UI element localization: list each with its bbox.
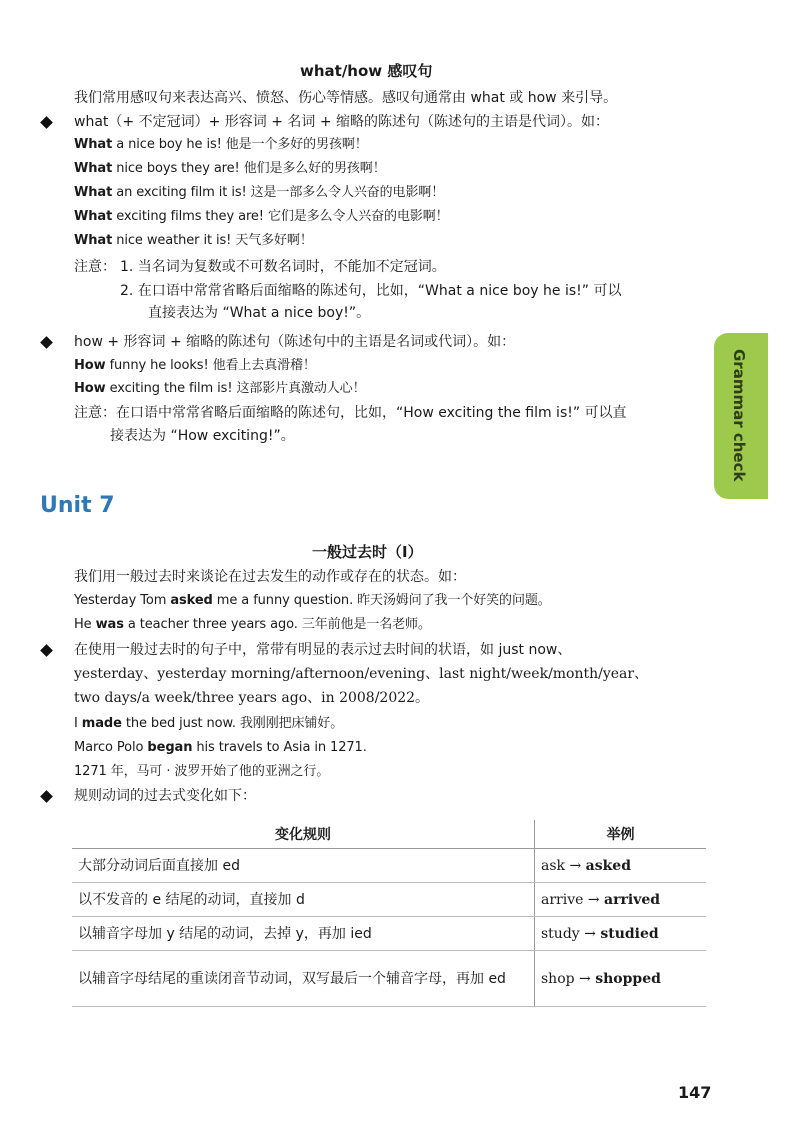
table-cell-example: shop → shopped <box>535 951 707 1007</box>
bullet-diamond-icon <box>40 116 53 129</box>
table-row <box>72 917 706 951</box>
bullet-diamond-icon <box>40 790 53 803</box>
table-cell-rule: 以辅音字母结尾的重读闭音节动词，双写最后一个辅音字母，再加 ed <box>72 951 535 1007</box>
example-line: Marco Polo began his travels to Asia in 1271. <box>74 740 367 755</box>
section-title-exclamation: what/how 感叹句 <box>300 62 433 80</box>
table-cell-example: ask → asked <box>535 849 707 883</box>
section-title-past-tense: 一般过去时（I） <box>312 543 423 561</box>
example-line-translation: 1271 年，马可 · 波罗开始了他的亚洲之行。 <box>74 764 330 779</box>
past-tense-intro: 我们用一般过去时来谈论在过去发生的动作或存在的状态。如： <box>74 569 466 585</box>
grammar-check-tab-label: Grammar check <box>730 348 748 482</box>
time-adverbial-rule: 在使用一般过去时的句子中，常带有明显的表示过去时间的状语，如 just now、 <box>74 642 572 658</box>
table-header-rule: 变化规则 <box>72 820 535 849</box>
note-1: 1. 当名词为复数或不可数名词时，不能加不定冠词。 <box>120 259 446 275</box>
table-header-row <box>72 820 706 849</box>
example-line: He was a teacher three years ago. 三年前他是一名老师。 <box>74 617 431 632</box>
note-3-cont: 接表达为 “How exciting!”。 <box>110 428 295 444</box>
table-header-example: 举例 <box>535 820 707 849</box>
regular-verb-table <box>72 820 706 1007</box>
example-line: What nice weather it is! 天气多好啊！ <box>74 233 313 248</box>
unit-title: Unit 7 <box>40 493 115 518</box>
example-line: What a nice boy he is! 他是一个多好的男孩啊！ <box>74 137 368 152</box>
note-2-cont: 直接表达为 “What a nice boy!”。 <box>148 305 371 321</box>
table-cell-example: arrive → arrived <box>535 883 707 917</box>
table-cell-rule: 以辅音字母加 y 结尾的动词，去掉 y，再加 ied <box>72 917 535 951</box>
table-cell-rule: 以不发音的 e 结尾的动词，直接加 d <box>72 883 535 917</box>
example-line: How funny he looks! 他看上去真滑稽！ <box>74 358 316 373</box>
table-row <box>72 849 706 883</box>
note-label: 注意： <box>74 259 116 275</box>
time-adverbial-list-cont: two days/a week/three years ago、in 2008/2022。 <box>74 690 430 706</box>
bullet-diamond-icon <box>40 336 53 349</box>
note-3: 注意：在口语中常常省略后面缩略的陈述句，比如，“How exciting the film is!” 可以直 <box>74 405 627 421</box>
example-line: What an exciting film it is! 这是一部多么令人兴奋的电影啊！ <box>74 185 445 200</box>
example-line: What exciting films they are! 它们是多么令人兴奋的电影啊！ <box>74 209 449 224</box>
intro-text: 我们常用感叹句来表达高兴、愤怒、伤心等情感。感叹句通常由 what 或 how 来引导。 <box>74 90 618 106</box>
bullet-diamond-icon <box>40 644 53 657</box>
table-row <box>72 951 706 1007</box>
example-line: What nice boys they are! 他们是多么好的男孩啊！ <box>74 161 386 176</box>
bullet-how-rule: how + 形容词 + 缩略的陈述句（陈述句中的主语是名词或代词）。如： <box>74 334 516 350</box>
note-2: 2. 在口语中常常省略后面缩略的陈述句，比如，“What a nice boy he is!” 可以 <box>120 283 622 299</box>
page-number: 147 <box>678 1083 712 1102</box>
bullet-what-rule: what（+ 不定冠词）+ 形容词 + 名词 + 缩略的陈述句（陈述句的主语是代词）。如： <box>74 114 610 130</box>
regular-verb-rule: 规则动词的过去式变化如下： <box>74 788 256 804</box>
table-row <box>72 883 706 917</box>
example-line: I made the bed just now. 我刚刚把床铺好。 <box>74 716 344 731</box>
example-line: Yesterday Tom asked me a funny question. 昨天汤姆问了我一个好笑的问题。 <box>74 593 551 608</box>
example-line: How exciting the film is! 这部影片真激动人心！ <box>74 381 366 396</box>
table-cell-rule: 大部分动词后面直接加 ed <box>72 849 535 883</box>
table-cell-example: study → studied <box>535 917 707 951</box>
time-adverbial-list: yesterday、yesterday morning/afternoon/evening、last night/week/month/year、 <box>74 666 649 682</box>
